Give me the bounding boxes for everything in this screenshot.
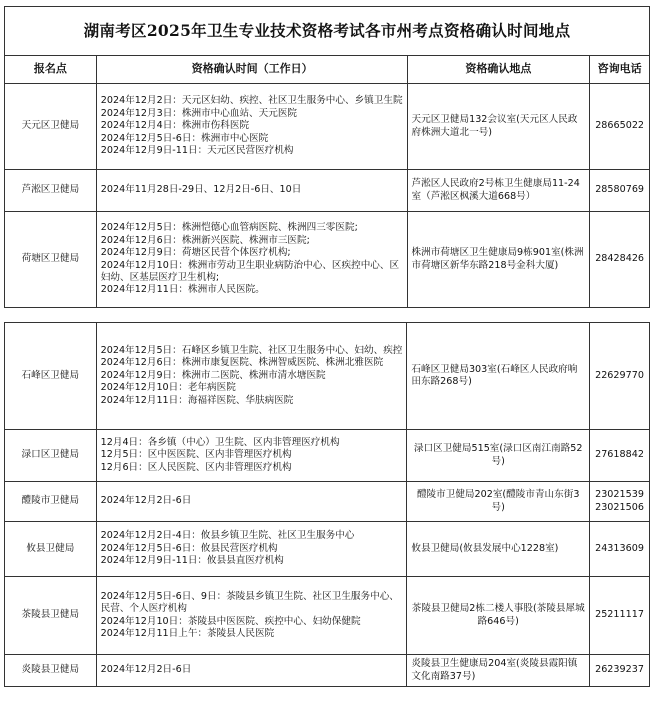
- time-line: 2024年12月6日：株洲新兴医院、株洲市三医院;: [100, 234, 310, 246]
- time-line: 2024年12月6日：株洲市康复医院、株洲智威医院、株洲北雅医院: [100, 357, 384, 369]
- time-cell: [96, 323, 407, 430]
- time-line: 2024年12月4日：株洲市伤科医院: [100, 120, 250, 132]
- time-cell: [96, 655, 407, 687]
- place-cell: 攸县卫健局(攸县发展中心1228室): [407, 522, 590, 577]
- time-line: 2024年12月9日-11日：攸县县直医疗机构: [100, 555, 284, 567]
- table-row: [5, 84, 650, 170]
- site-cell: 石峰区卫健局: [5, 323, 97, 430]
- table-row: [5, 482, 650, 522]
- time-line: 2024年12月2日-6日: [100, 664, 192, 676]
- site-cell: 醴陵市卫健局: [5, 482, 97, 522]
- table-row: [5, 522, 650, 577]
- site-cell: 荷塘区卫健局: [5, 212, 97, 308]
- time-line: 2024年12月10日：茶陵县中医医院、疾控中心、妇幼保健院: [100, 615, 361, 627]
- time-cell: [96, 430, 407, 482]
- time-cell: [96, 170, 407, 212]
- time-cell: [96, 522, 407, 577]
- header-phone: 咨询电话: [590, 56, 650, 84]
- time-line: 2024年11月28日-29日、12月2日-6日、10日: [100, 184, 302, 196]
- time-line: 2024年12月2日-4日：攸县乡镇卫生院、社区卫生服务中心: [100, 530, 355, 542]
- time-line: 2024年12月5日：石峰区乡镇卫生院、社区卫生服务中心、妇幼、疾控: [100, 344, 403, 356]
- lower-table: [4, 322, 650, 687]
- phone-cell: [590, 482, 650, 522]
- phone-cell: 27618842: [590, 430, 650, 482]
- header-time: 资格确认时间（工作日）: [96, 56, 407, 84]
- upper-table: [4, 6, 650, 308]
- place-cell: 茶陵县卫健局2栋二楼人事股(茶陵县犀城路646号): [407, 577, 590, 655]
- phone-cell: 28428426: [590, 212, 650, 308]
- site-cell: 芦淞区卫健局: [5, 170, 97, 212]
- phone-cell: 28580769: [590, 170, 650, 212]
- time-line: 2024年12月2日-6日: [100, 495, 192, 507]
- phone-cell: 25211117: [590, 577, 650, 655]
- time-line: 2024年12月11日：株洲市人民医院。: [100, 284, 265, 296]
- time-line: 2024年12月10日：株洲市劳动卫生职业病防治中心、区疾控中心、区妇幼、区基层医疗卫生机构;: [100, 259, 400, 283]
- site-cell: 渌口区卫健局: [5, 430, 97, 482]
- time-line: 2024年12月5日-6日：攸县民营医疗机构: [100, 542, 278, 554]
- header-place: 资格确认地点: [407, 56, 590, 84]
- time-line: 2024年12月3日：株洲市中心血站、天元医院: [100, 107, 298, 119]
- time-cell: [96, 482, 407, 522]
- place-cell: 炎陵县卫生健康局204室(炎陵县霞阳镇文化南路37号): [407, 655, 590, 687]
- time-line: 2024年12月11日上午：茶陵县人民医院: [100, 627, 275, 639]
- time-line: 2024年12月2日：天元区妇幼、疾控、社区卫生服务中心、乡镇卫生院: [100, 95, 403, 107]
- phone-cell: 28665022: [590, 84, 650, 170]
- table-row: [5, 655, 650, 687]
- time-line: 2024年12月10日：老年病医院: [100, 382, 236, 394]
- time-cell: [96, 84, 407, 170]
- phone-line: 23021539 23021506: [595, 489, 644, 513]
- time-line: 2024年12月9日-11日：天元区民营医疗机构: [100, 145, 294, 157]
- place-cell: 渌口区卫健局515室(渌口区南江南路52号): [407, 430, 590, 482]
- time-line: 2024年12月5日：株洲恺德心血管病医院、株洲四三零医院;: [100, 222, 358, 234]
- time-line: 12月4日：各乡镇（中心）卫生院、区内非管理医疗机构: [100, 436, 340, 448]
- time-line: 2024年12月11日：海福祥医院、华肤病医院: [100, 394, 294, 406]
- time-line: 2024年12月5日-6日、9日：茶陵县乡镇卫生院、社区卫生服务中心、民营、个人医疗机构: [100, 590, 399, 615]
- time-line: 12月6日：区人民医院、区内非管理医疗机构: [100, 461, 292, 473]
- place-cell: 天元区卫健局132会议室(天元区人民政府株洲大道北一号): [407, 84, 590, 170]
- time-line: 2024年12月9日：荷塘区民营个体医疗机构;: [100, 247, 291, 259]
- time-cell: [96, 577, 407, 655]
- table-row: [5, 577, 650, 655]
- phone-cell: 22629770: [590, 323, 650, 430]
- time-line: 12月5日：区中医医院、区内非管理医疗机构: [100, 449, 292, 461]
- place-cell: 醴陵市卫健局202室(醴陵市青山东街3号): [407, 482, 590, 522]
- phone-cell: 24313609: [590, 522, 650, 577]
- place-cell: 石峰区卫健局303室(石峰区人民政府响田东路268号): [407, 323, 590, 430]
- table-row: [5, 430, 650, 482]
- time-line: 2024年12月5日-6日：株洲市中心医院: [100, 132, 269, 144]
- table-row: [5, 170, 650, 212]
- table-row: [5, 212, 650, 308]
- table-row: [5, 323, 650, 430]
- site-cell: 天元区卫健局: [5, 84, 97, 170]
- page-title: 湖南考区2025年卫生专业技术资格考试各市州考点资格确认时间地点: [5, 7, 650, 56]
- place-cell: 芦淞区人民政府2号栋卫生健康局11-24室（芦淞区枫溪大道668号）: [407, 170, 590, 212]
- site-cell: 攸县卫健局: [5, 522, 97, 577]
- site-cell: 炎陵县卫健局: [5, 655, 97, 687]
- site-cell: 茶陵县卫健局: [5, 577, 97, 655]
- time-line: 2024年12月9日：株洲市二医院、株洲市清水塘医院: [100, 369, 326, 381]
- place-cell: 株洲市荷塘区卫生健康局9栋901室(株洲市荷塘区新华东路218号金科大厦): [407, 212, 590, 308]
- phone-cell: 26239237: [590, 655, 650, 687]
- time-cell: [96, 212, 407, 308]
- header-site: 报名点: [5, 56, 97, 84]
